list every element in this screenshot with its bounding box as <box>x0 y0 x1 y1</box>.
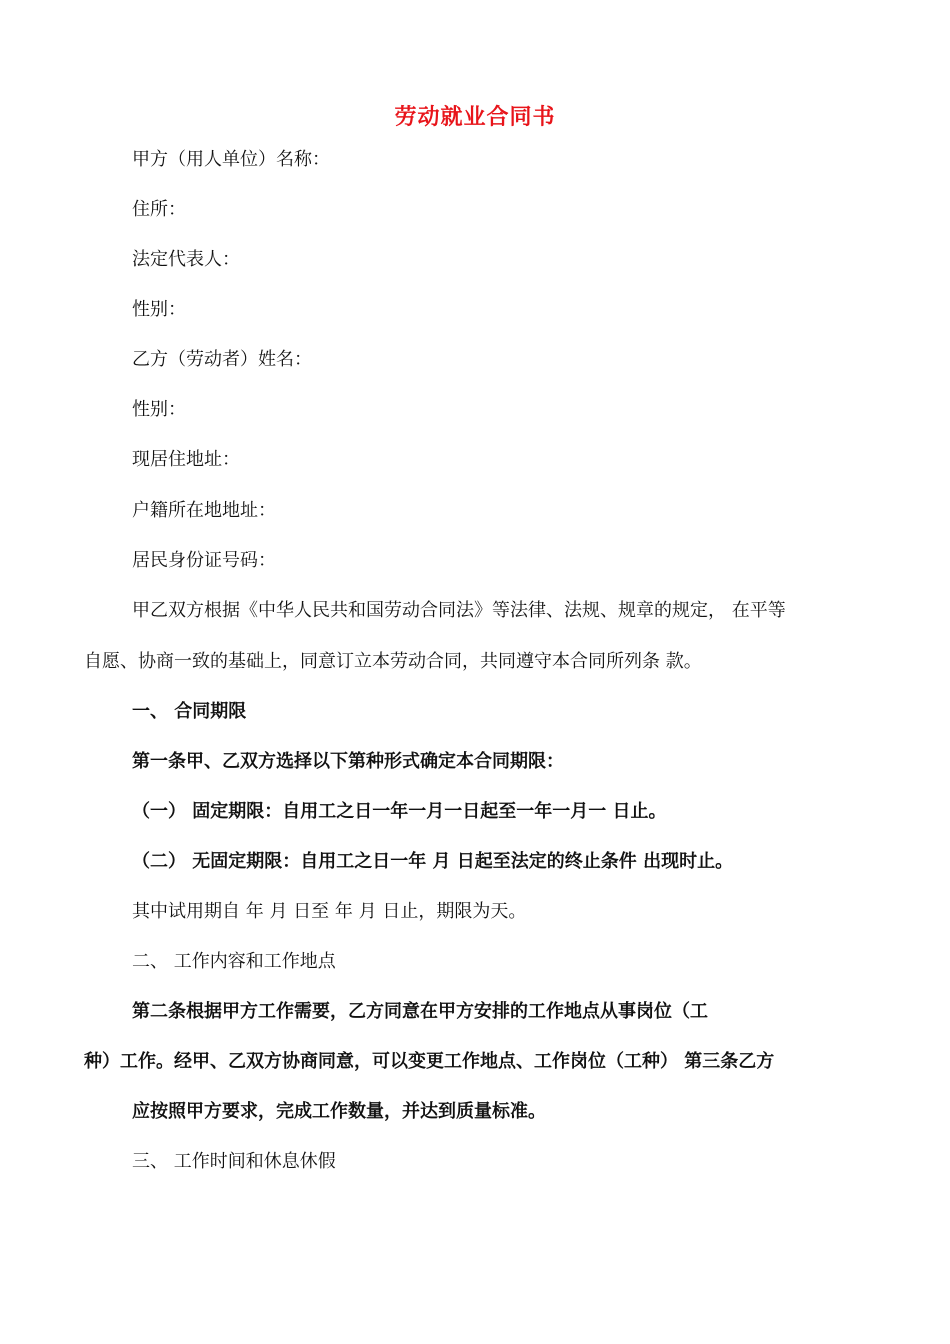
field-gender-a: 性别： <box>132 299 186 320</box>
term-option-fixed: （一） 固定期限：自用工之日一年一月一日起至一年一月一 日止。 <box>132 801 667 822</box>
article-2-line-1: 第二条根据甲方工作需要，乙方同意在甲方安排的工作地点从事岗位（工 <box>132 1001 708 1022</box>
field-gender-b: 性别： <box>132 399 186 420</box>
field-household-address: 户籍所在地地址： <box>132 500 276 521</box>
field-employer-name: 甲方（用人单位）名称： <box>132 149 330 170</box>
section-1-heading: 一、 合同期限 <box>132 701 247 722</box>
article-2-line-3: 应按照甲方要求，完成工作数量，并达到质量标准。 <box>132 1101 546 1122</box>
probation-period: 其中试用期自 年 月 日至 年 月 日止，期限为天。 <box>132 901 527 922</box>
term-option-open-ended: （二） 无固定期限：自用工之日一年 月 日起至法定的终止条件 出现时止。 <box>132 851 734 872</box>
article-2-line-2: 种）工作。经甲、乙双方协商同意，可以变更工作地点、工作岗位（工种） 第三条乙方 <box>84 1051 775 1072</box>
preamble-line-2: 自愿、协商一致的基础上，同意订立本劳动合同，共同遵守本合同所列条 款。 <box>84 651 702 672</box>
article-1: 第一条甲、乙双方选择以下第种形式确定本合同期限： <box>132 751 564 772</box>
field-employee-name: 乙方（劳动者）姓名： <box>132 349 312 370</box>
section-2-heading: 二、 工作内容和工作地点 <box>132 951 336 972</box>
field-current-address: 现居住地址： <box>132 449 240 470</box>
field-legal-representative: 法定代表人： <box>132 249 240 270</box>
field-address: 住所： <box>132 199 186 220</box>
section-3-heading: 三、 工作时间和休息休假 <box>132 1151 336 1172</box>
document-title: 劳动就业合同书 <box>394 105 556 130</box>
preamble-line-1: 甲乙双方根据《中华人民共和国劳动合同法》等法律、法规、规章的规定， 在平等 <box>132 600 786 621</box>
field-id-number: 居民身份证号码： <box>132 550 276 571</box>
